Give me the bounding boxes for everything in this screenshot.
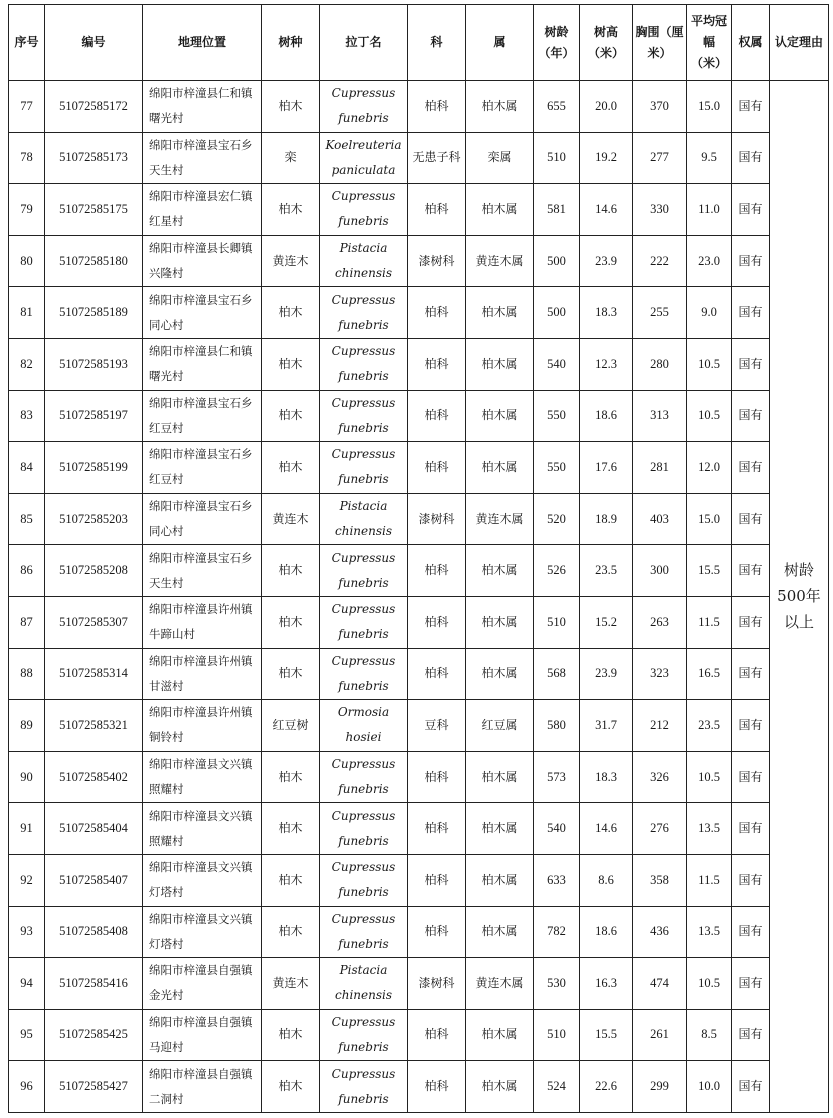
- cell-height: 14.6: [580, 803, 633, 855]
- cell-girth: 276: [633, 803, 687, 855]
- cell-location: 绵阳市梓潼县宝石乡红豆村: [143, 442, 262, 494]
- cell-crown: 23.5: [687, 700, 732, 752]
- cell-genus: 柏木属: [466, 906, 534, 958]
- cell-code: 51072585416: [45, 958, 143, 1010]
- cell-location: 绵阳市梓潼县长卿镇兴隆村: [143, 235, 262, 287]
- cell-height: 20.0: [580, 81, 633, 133]
- cell-latin: Cupressus funebris: [320, 390, 408, 442]
- cell-crown: 10.5: [687, 338, 732, 390]
- cell-age: 568: [534, 648, 580, 700]
- cell-latin: Pistacia chinensis: [320, 958, 408, 1010]
- cell-latin: Cupressus funebris: [320, 545, 408, 597]
- cell-crown: 23.0: [687, 235, 732, 287]
- cell-height: 14.6: [580, 184, 633, 236]
- header-genus: 属: [466, 5, 534, 81]
- cell-girth: 474: [633, 958, 687, 1010]
- cell-age: 500: [534, 287, 580, 339]
- cell-reason: 树龄500年以上: [770, 81, 829, 1113]
- cell-code: 51072585404: [45, 803, 143, 855]
- cell-code: 51072585425: [45, 1009, 143, 1061]
- cell-species: 柏木: [262, 184, 320, 236]
- cell-girth: 281: [633, 442, 687, 494]
- cell-genus: 柏木属: [466, 803, 534, 855]
- cell-latin: Pistacia chinensis: [320, 493, 408, 545]
- cell-code: 51072585172: [45, 81, 143, 133]
- cell-genus: 柏木属: [466, 390, 534, 442]
- cell-seq: 90: [9, 751, 45, 803]
- cell-girth: 436: [633, 906, 687, 958]
- cell-genus: 黄连木属: [466, 235, 534, 287]
- cell-code: 51072585314: [45, 648, 143, 700]
- table-row: [9, 493, 829, 545]
- table-row: [9, 338, 829, 390]
- header-family: 科: [408, 5, 466, 81]
- cell-seq: 77: [9, 81, 45, 133]
- cell-height: 16.3: [580, 958, 633, 1010]
- cell-seq: 78: [9, 132, 45, 184]
- cell-seq: 92: [9, 854, 45, 906]
- cell-family: 漆树科: [408, 493, 466, 545]
- cell-species: 栾: [262, 132, 320, 184]
- cell-girth: 212: [633, 700, 687, 752]
- cell-family: 柏科: [408, 854, 466, 906]
- cell-species: 柏木: [262, 1061, 320, 1113]
- cell-code: 51072585193: [45, 338, 143, 390]
- cell-ownership: 国有: [732, 751, 770, 803]
- cell-girth: 323: [633, 648, 687, 700]
- cell-species: 柏木: [262, 803, 320, 855]
- cell-genus: 柏木属: [466, 81, 534, 133]
- cell-seq: 94: [9, 958, 45, 1010]
- table-body: [9, 81, 829, 1113]
- cell-latin: Ormosia hosiei: [320, 700, 408, 752]
- table-row: [9, 132, 829, 184]
- table-row: [9, 390, 829, 442]
- cell-height: 18.3: [580, 287, 633, 339]
- cell-seq: 83: [9, 390, 45, 442]
- header-location: 地理位置: [143, 5, 262, 81]
- header-height: 树高（米）: [580, 5, 633, 81]
- cell-age: 526: [534, 545, 580, 597]
- cell-crown: 15.0: [687, 81, 732, 133]
- cell-location: 绵阳市梓潼县宏仁镇红星村: [143, 184, 262, 236]
- header-ownership: 权属: [732, 5, 770, 81]
- cell-species: 柏木: [262, 1009, 320, 1061]
- cell-family: 柏科: [408, 442, 466, 494]
- cell-genus: 黄连木属: [466, 958, 534, 1010]
- cell-seq: 95: [9, 1009, 45, 1061]
- cell-girth: 222: [633, 235, 687, 287]
- cell-code: 51072585199: [45, 442, 143, 494]
- cell-girth: 255: [633, 287, 687, 339]
- cell-latin: Cupressus funebris: [320, 854, 408, 906]
- cell-seq: 88: [9, 648, 45, 700]
- cell-code: 51072585407: [45, 854, 143, 906]
- cell-genus: 柏木属: [466, 442, 534, 494]
- cell-ownership: 国有: [732, 235, 770, 287]
- cell-ownership: 国有: [732, 596, 770, 648]
- cell-crown: 16.5: [687, 648, 732, 700]
- table-row: [9, 751, 829, 803]
- cell-code: 51072585408: [45, 906, 143, 958]
- cell-location: 绵阳市梓潼县自强镇马迎村: [143, 1009, 262, 1061]
- cell-girth: 403: [633, 493, 687, 545]
- cell-family: 柏科: [408, 338, 466, 390]
- cell-crown: 15.5: [687, 545, 732, 597]
- cell-family: 无患子科: [408, 132, 466, 184]
- table-row: [9, 906, 829, 958]
- cell-family: 豆科: [408, 700, 466, 752]
- table-row: [9, 958, 829, 1010]
- cell-ownership: 国有: [732, 132, 770, 184]
- cell-genus: 柏木属: [466, 338, 534, 390]
- cell-family: 柏科: [408, 287, 466, 339]
- cell-height: 18.6: [580, 390, 633, 442]
- cell-ownership: 国有: [732, 545, 770, 597]
- cell-location: 绵阳市梓潼县许州镇牛蹄山村: [143, 596, 262, 648]
- cell-family: 柏科: [408, 390, 466, 442]
- cell-crown: 12.0: [687, 442, 732, 494]
- cell-height: 8.6: [580, 854, 633, 906]
- cell-crown: 11.5: [687, 596, 732, 648]
- cell-seq: 93: [9, 906, 45, 958]
- cell-age: 540: [534, 338, 580, 390]
- table-row: [9, 184, 829, 236]
- cell-girth: 263: [633, 596, 687, 648]
- cell-crown: 13.5: [687, 906, 732, 958]
- cell-ownership: 国有: [732, 338, 770, 390]
- table-row: [9, 81, 829, 133]
- cell-species: 柏木: [262, 442, 320, 494]
- cell-location: 绵阳市梓潼县文兴镇灯塔村: [143, 906, 262, 958]
- cell-ownership: 国有: [732, 493, 770, 545]
- cell-species: 柏木: [262, 390, 320, 442]
- cell-genus: 柏木属: [466, 1061, 534, 1113]
- cell-location: 绵阳市梓潼县许州镇甘滋村: [143, 648, 262, 700]
- cell-seq: 81: [9, 287, 45, 339]
- cell-latin: Cupressus funebris: [320, 81, 408, 133]
- cell-family: 柏科: [408, 906, 466, 958]
- cell-crown: 8.5: [687, 1009, 732, 1061]
- cell-location: 绵阳市梓潼县自强镇金光村: [143, 958, 262, 1010]
- cell-height: 22.6: [580, 1061, 633, 1113]
- cell-location: 绵阳市梓潼县宝石乡天生村: [143, 545, 262, 597]
- cell-height: 23.9: [580, 235, 633, 287]
- cell-genus: 柏木属: [466, 287, 534, 339]
- cell-latin: Cupressus funebris: [320, 596, 408, 648]
- cell-species: 柏木: [262, 906, 320, 958]
- cell-ownership: 国有: [732, 442, 770, 494]
- cell-height: 15.5: [580, 1009, 633, 1061]
- cell-family: 柏科: [408, 184, 466, 236]
- cell-ownership: 国有: [732, 854, 770, 906]
- cell-location: 绵阳市梓潼县文兴镇照耀村: [143, 803, 262, 855]
- cell-species: 柏木: [262, 338, 320, 390]
- cell-location: 绵阳市梓潼县仁和镇曙光村: [143, 338, 262, 390]
- header-crown: 平均冠幅（米）: [687, 5, 732, 81]
- cell-species: 柏木: [262, 648, 320, 700]
- cell-species: 柏木: [262, 545, 320, 597]
- table-row: [9, 545, 829, 597]
- header-species: 树种: [262, 5, 320, 81]
- cell-height: 23.5: [580, 545, 633, 597]
- cell-height: 15.2: [580, 596, 633, 648]
- cell-seq: 80: [9, 235, 45, 287]
- table-row: [9, 803, 829, 855]
- cell-age: 573: [534, 751, 580, 803]
- cell-code: 51072585208: [45, 545, 143, 597]
- cell-age: 550: [534, 390, 580, 442]
- cell-age: 520: [534, 493, 580, 545]
- cell-height: 12.3: [580, 338, 633, 390]
- cell-species: 红豆树: [262, 700, 320, 752]
- cell-location: 绵阳市梓潼县文兴镇照耀村: [143, 751, 262, 803]
- cell-location: 绵阳市梓潼县许州镇铜铃村: [143, 700, 262, 752]
- table-row: [9, 287, 829, 339]
- cell-code: 51072585427: [45, 1061, 143, 1113]
- cell-latin: Cupressus funebris: [320, 338, 408, 390]
- ancient-tree-table: [8, 4, 829, 1113]
- cell-age: 581: [534, 184, 580, 236]
- cell-crown: 10.5: [687, 751, 732, 803]
- cell-latin: Cupressus funebris: [320, 184, 408, 236]
- document-page: [8, 4, 828, 1113]
- cell-crown: 11.5: [687, 854, 732, 906]
- cell-ownership: 国有: [732, 390, 770, 442]
- cell-latin: Cupressus funebris: [320, 1009, 408, 1061]
- cell-family: 漆树科: [408, 235, 466, 287]
- cell-girth: 280: [633, 338, 687, 390]
- cell-species: 黄连木: [262, 493, 320, 545]
- cell-age: 510: [534, 1009, 580, 1061]
- cell-height: 18.6: [580, 906, 633, 958]
- table-row: [9, 235, 829, 287]
- cell-location: 绵阳市梓潼县文兴镇灯塔村: [143, 854, 262, 906]
- cell-height: 31.7: [580, 700, 633, 752]
- cell-code: 51072585203: [45, 493, 143, 545]
- header-code: 编号: [45, 5, 143, 81]
- cell-ownership: 国有: [732, 906, 770, 958]
- cell-latin: Cupressus funebris: [320, 803, 408, 855]
- cell-code: 51072585175: [45, 184, 143, 236]
- cell-ownership: 国有: [732, 803, 770, 855]
- header-reason: 认定理由: [770, 5, 829, 81]
- cell-crown: 15.0: [687, 493, 732, 545]
- cell-latin: Cupressus funebris: [320, 751, 408, 803]
- cell-ownership: 国有: [732, 287, 770, 339]
- cell-family: 漆树科: [408, 958, 466, 1010]
- cell-code: 51072585321: [45, 700, 143, 752]
- cell-crown: 11.0: [687, 184, 732, 236]
- cell-age: 524: [534, 1061, 580, 1113]
- table-row: [9, 1009, 829, 1061]
- cell-ownership: 国有: [732, 81, 770, 133]
- cell-age: 540: [534, 803, 580, 855]
- header-age: 树龄（年）: [534, 5, 580, 81]
- cell-genus: 黄连木属: [466, 493, 534, 545]
- cell-latin: Cupressus funebris: [320, 287, 408, 339]
- cell-crown: 10.5: [687, 390, 732, 442]
- cell-seq: 79: [9, 184, 45, 236]
- cell-height: 18.3: [580, 751, 633, 803]
- cell-genus: 栾属: [466, 132, 534, 184]
- cell-location: 绵阳市梓潼县宝石乡天生村: [143, 132, 262, 184]
- cell-girth: 370: [633, 81, 687, 133]
- cell-species: 柏木: [262, 751, 320, 803]
- cell-location: 绵阳市梓潼县仁和镇曙光村: [143, 81, 262, 133]
- cell-genus: 柏木属: [466, 596, 534, 648]
- cell-girth: 277: [633, 132, 687, 184]
- cell-seq: 89: [9, 700, 45, 752]
- cell-family: 柏科: [408, 596, 466, 648]
- cell-height: 19.2: [580, 132, 633, 184]
- cell-latin: Cupressus funebris: [320, 906, 408, 958]
- cell-genus: 柏木属: [466, 545, 534, 597]
- cell-age: 655: [534, 81, 580, 133]
- header-girth: 胸围（厘米）: [633, 5, 687, 81]
- cell-age: 550: [534, 442, 580, 494]
- cell-seq: 91: [9, 803, 45, 855]
- cell-location: 绵阳市梓潼县宝石乡红豆村: [143, 390, 262, 442]
- cell-ownership: 国有: [732, 184, 770, 236]
- cell-height: 23.9: [580, 648, 633, 700]
- cell-age: 530: [534, 958, 580, 1010]
- cell-family: 柏科: [408, 81, 466, 133]
- cell-age: 510: [534, 132, 580, 184]
- cell-species: 柏木: [262, 596, 320, 648]
- cell-ownership: 国有: [732, 958, 770, 1010]
- cell-genus: 柏木属: [466, 648, 534, 700]
- cell-seq: 85: [9, 493, 45, 545]
- cell-code: 51072585189: [45, 287, 143, 339]
- cell-crown: 9.0: [687, 287, 732, 339]
- cell-girth: 326: [633, 751, 687, 803]
- cell-family: 柏科: [408, 648, 466, 700]
- table-row: [9, 854, 829, 906]
- cell-species: 黄连木: [262, 958, 320, 1010]
- table-row: [9, 700, 829, 752]
- cell-family: 柏科: [408, 545, 466, 597]
- cell-crown: 9.5: [687, 132, 732, 184]
- cell-age: 510: [534, 596, 580, 648]
- cell-ownership: 国有: [732, 648, 770, 700]
- cell-age: 500: [534, 235, 580, 287]
- cell-crown: 13.5: [687, 803, 732, 855]
- cell-location: 绵阳市梓潼县宝石乡同心村: [143, 287, 262, 339]
- cell-girth: 358: [633, 854, 687, 906]
- cell-latin: Pistacia chinensis: [320, 235, 408, 287]
- table-header-row: [9, 5, 829, 81]
- cell-species: 柏木: [262, 81, 320, 133]
- cell-family: 柏科: [408, 1061, 466, 1113]
- cell-seq: 84: [9, 442, 45, 494]
- cell-girth: 313: [633, 390, 687, 442]
- cell-species: 柏木: [262, 287, 320, 339]
- cell-location: 绵阳市梓潼县自强镇二洞村: [143, 1061, 262, 1113]
- cell-latin: Cupressus funebris: [320, 442, 408, 494]
- cell-height: 18.9: [580, 493, 633, 545]
- cell-seq: 96: [9, 1061, 45, 1113]
- cell-code: 51072585180: [45, 235, 143, 287]
- cell-girth: 299: [633, 1061, 687, 1113]
- cell-species: 柏木: [262, 854, 320, 906]
- cell-genus: 柏木属: [466, 854, 534, 906]
- cell-latin: Koelreuteria paniculata: [320, 132, 408, 184]
- cell-location: 绵阳市梓潼县宝石乡同心村: [143, 493, 262, 545]
- cell-code: 51072585173: [45, 132, 143, 184]
- cell-crown: 10.5: [687, 958, 732, 1010]
- cell-genus: 柏木属: [466, 1009, 534, 1061]
- cell-family: 柏科: [408, 751, 466, 803]
- cell-code: 51072585402: [45, 751, 143, 803]
- table-row: [9, 648, 829, 700]
- cell-crown: 10.0: [687, 1061, 732, 1113]
- cell-age: 580: [534, 700, 580, 752]
- cell-code: 51072585197: [45, 390, 143, 442]
- table-row: [9, 1061, 829, 1113]
- cell-age: 782: [534, 906, 580, 958]
- header-seq: 序号: [9, 5, 45, 81]
- cell-girth: 261: [633, 1009, 687, 1061]
- cell-code: 51072585307: [45, 596, 143, 648]
- cell-genus: 红豆属: [466, 700, 534, 752]
- cell-height: 17.6: [580, 442, 633, 494]
- cell-ownership: 国有: [732, 1009, 770, 1061]
- header-latin: 拉丁名: [320, 5, 408, 81]
- cell-genus: 柏木属: [466, 184, 534, 236]
- cell-latin: Cupressus funebris: [320, 648, 408, 700]
- cell-ownership: 国有: [732, 700, 770, 752]
- cell-species: 黄连木: [262, 235, 320, 287]
- cell-genus: 柏木属: [466, 751, 534, 803]
- cell-seq: 82: [9, 338, 45, 390]
- cell-girth: 300: [633, 545, 687, 597]
- cell-age: 633: [534, 854, 580, 906]
- cell-seq: 87: [9, 596, 45, 648]
- cell-latin: Cupressus funebris: [320, 1061, 408, 1113]
- cell-seq: 86: [9, 545, 45, 597]
- cell-ownership: 国有: [732, 1061, 770, 1113]
- table-row: [9, 596, 829, 648]
- cell-girth: 330: [633, 184, 687, 236]
- cell-family: 柏科: [408, 1009, 466, 1061]
- cell-family: 柏科: [408, 803, 466, 855]
- table-row: [9, 442, 829, 494]
